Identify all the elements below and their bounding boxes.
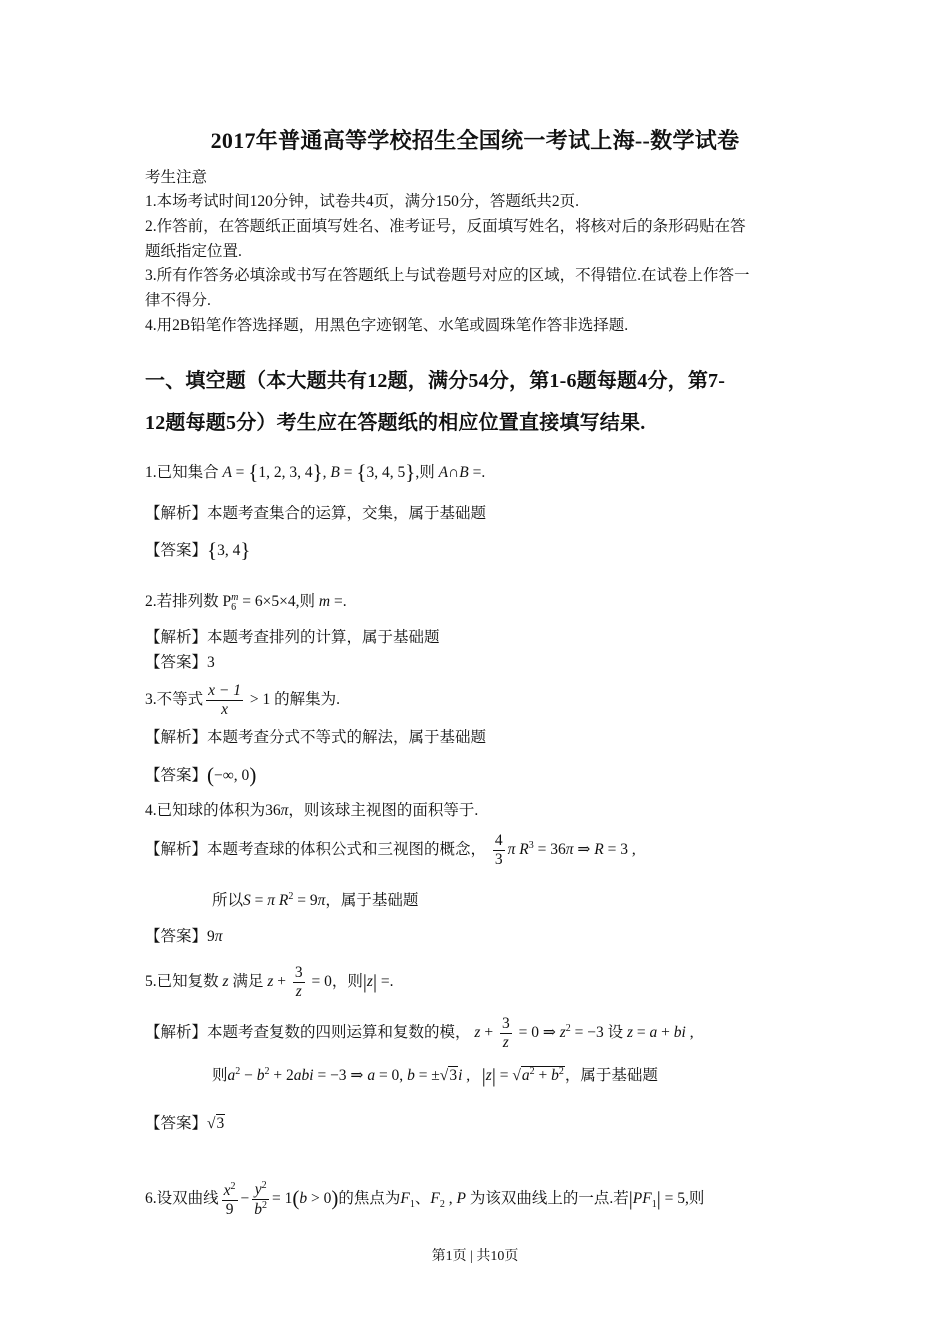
q4-analysis-row	[145, 832, 636, 869]
q4-formula: $\frac{4}{3}$ π $R^3 = 36\pi$ ⇒ R = 3 ,	[494, 832, 636, 868]
q5-substitution: z = a + bi ,	[626, 1023, 694, 1041]
q5-derivation: z + $\frac{3}{z}$ = 0 ⇒ $z^2 = -3$	[474, 1015, 608, 1051]
question-2: 2.若排列数 $P_6^m = 6\times 5\times 4$,则 m =.	[145, 592, 347, 614]
analysis-label: 【解析】	[145, 505, 208, 522]
analysis-label: 【解析】	[145, 729, 208, 746]
q1-prefix: 1.已知集合	[145, 464, 219, 481]
q3-answer-row	[145, 765, 256, 786]
q5-then: ，则	[331, 972, 363, 990]
q1-answer-row: 【答案】{3, 4}	[145, 538, 251, 562]
q4-prefix: 4.已知球的体积为	[145, 802, 266, 819]
question-3	[145, 682, 340, 719]
q6-foci: $F_1$、$F_2$ , P	[400, 1190, 466, 1211]
q5-modulus: |z| =	[362, 970, 390, 993]
q2-then: ,则	[295, 593, 315, 611]
q5-answer: √3	[207, 1115, 225, 1132]
q2-prefix: 2.若排列数	[145, 593, 219, 611]
q6-then: ,则	[684, 1190, 705, 1208]
q5-prefix: 5.已知复数	[145, 972, 219, 990]
q4-analysis: 本题考查球的体积公式和三视图的概念，	[207, 840, 487, 858]
answer-label: 【答案】	[145, 654, 208, 671]
q2-answer: 3	[207, 654, 215, 671]
q4-analysis-continued	[212, 892, 418, 909]
notice-item-3b: 律不得分.	[145, 292, 211, 309]
answer-label: 【答案】	[145, 928, 208, 945]
q5-solution: $a^2 - b^2 + 2abi = -3$ ⇒ a = 0, b = ±√3i , $|z| = √a^2 + b^2$	[227, 1065, 564, 1087]
q6-mid: 的焦点为	[338, 1190, 401, 1208]
q4-volume: 36π	[265, 802, 289, 819]
q5-analysis-continued	[212, 1066, 658, 1086]
notice-heading: 考生注意	[145, 169, 208, 186]
page-footer: 第1页 | 共10页	[431, 1249, 519, 1264]
notice-item-1: 1.本场考试时间120分钟，试卷共4页，满分150分，答题纸共2页.	[145, 193, 580, 210]
q5-equation: z + $\frac{3}{z}$ = 0	[267, 964, 332, 1000]
q6-hyperbola: $\frac{x^2}{9}$ − $\frac{y^2}{b^2}$ = 1(b > 0)	[223, 1180, 339, 1219]
q2-variable: m	[315, 593, 331, 611]
question-6	[145, 1180, 704, 1219]
q4-tail: ，属于基础题	[325, 892, 419, 910]
q1-answer: {	[207, 538, 218, 562]
q2-analysis: 本题考查排列的计算，属于基础题	[207, 629, 440, 646]
q3-analysis-row	[145, 730, 486, 746]
question-1: 1.已知集合 A = {1, 2, 3, 4}, B = {3, 4, 5},则 A∩B =.	[145, 460, 486, 484]
q3-suffix: 的解集为.	[274, 690, 340, 708]
q5-tail: ，属于基础题	[564, 1067, 658, 1084]
q1-formula-intersection: A∩B =	[434, 464, 482, 481]
q2-formula: $P_6^m = 6\times 5\times 4$	[222, 592, 296, 614]
answer-label: 【答案】	[145, 767, 208, 784]
q6-mid2: 为该双曲线上的一点.若	[469, 1190, 629, 1208]
notice-item-2b: 题纸指定位置.	[145, 243, 242, 260]
q1-then: ,则	[415, 464, 435, 481]
q3-analysis: 本题考查分式不等式的解法，属于基础题	[207, 729, 487, 746]
q5-answer-row	[145, 1116, 225, 1132]
analysis-label: 【解析】	[145, 1023, 208, 1041]
q6-distance: $|PF_1| = 5$	[628, 1188, 685, 1211]
section-heading-line1: 一、填空题（本大题共有12题，满分54分，第1-6题每题4分，第7-	[145, 370, 726, 392]
question-5: 5.已知复数 z 满足 z + $\frac{3}{z}$ = 0，则|z| =.	[145, 964, 394, 1000]
question-4	[145, 803, 478, 819]
notice-item-3a: 3.所有作答务必填涂或书写在答题纸上与试卷题号对应的区域，不得错位.在试卷上作答一	[145, 267, 750, 284]
notice-item-2a: 2.作答前，在答题纸正面填写姓名、准考证号，反面填写姓名，将核对后的条形码贴在答	[145, 218, 746, 235]
q2-analysis-row	[145, 630, 440, 646]
q5-mid: 满足	[232, 972, 264, 990]
q4-area-formula: S = π $R^2 = 9\pi$	[243, 891, 326, 910]
q4-answer-row	[145, 929, 223, 945]
q4-suffix: ，则该球主视图的面积等于.	[288, 802, 479, 819]
analysis-label: 【解析】	[145, 629, 208, 646]
q6-prefix: 6.设双曲线	[145, 1190, 219, 1208]
q1-formula-sets: A = {1, 2, 3, 4}, B = {3, 4, 5}	[222, 460, 416, 484]
q1-analysis: 本题考查集合的运算，交集，属于基础题	[207, 505, 487, 522]
analysis-label: 【解析】	[145, 840, 208, 858]
q3-fraction: $\frac{x - 1}{x}$	[208, 682, 241, 718]
q5-variable: z	[218, 972, 233, 990]
q3-answer: (−∞, 0)	[207, 763, 257, 787]
q4-so: 所以	[212, 892, 244, 910]
notice-item-4: 4.用2B铅笔作答选择题，用黑色字迹钢笔、水笔或圆珠笔作答非选择题.	[145, 317, 629, 334]
q2-answer-row	[145, 655, 215, 671]
answer-label: 【答案】	[145, 542, 208, 559]
page-title: 2017年普通高等学校招生全国统一考试上海--数学试卷	[210, 128, 740, 153]
answer-label: 【答案】	[145, 1115, 208, 1132]
q5-analysis: 本题考查复数的四则运算和复数的模，	[207, 1023, 471, 1041]
q3-inequality: > 1	[245, 690, 275, 708]
q5-analysis-row	[145, 1015, 694, 1052]
section-heading-line2: 12题每题5分）考生应在答题纸的相应位置直接填写结果.	[145, 412, 646, 434]
q5-then2: 则	[212, 1067, 228, 1084]
q3-prefix: 3.不等式	[145, 690, 204, 708]
q5-set: 设	[607, 1023, 624, 1041]
q1-analysis-row	[145, 506, 486, 522]
q4-answer: 9π	[207, 928, 223, 945]
